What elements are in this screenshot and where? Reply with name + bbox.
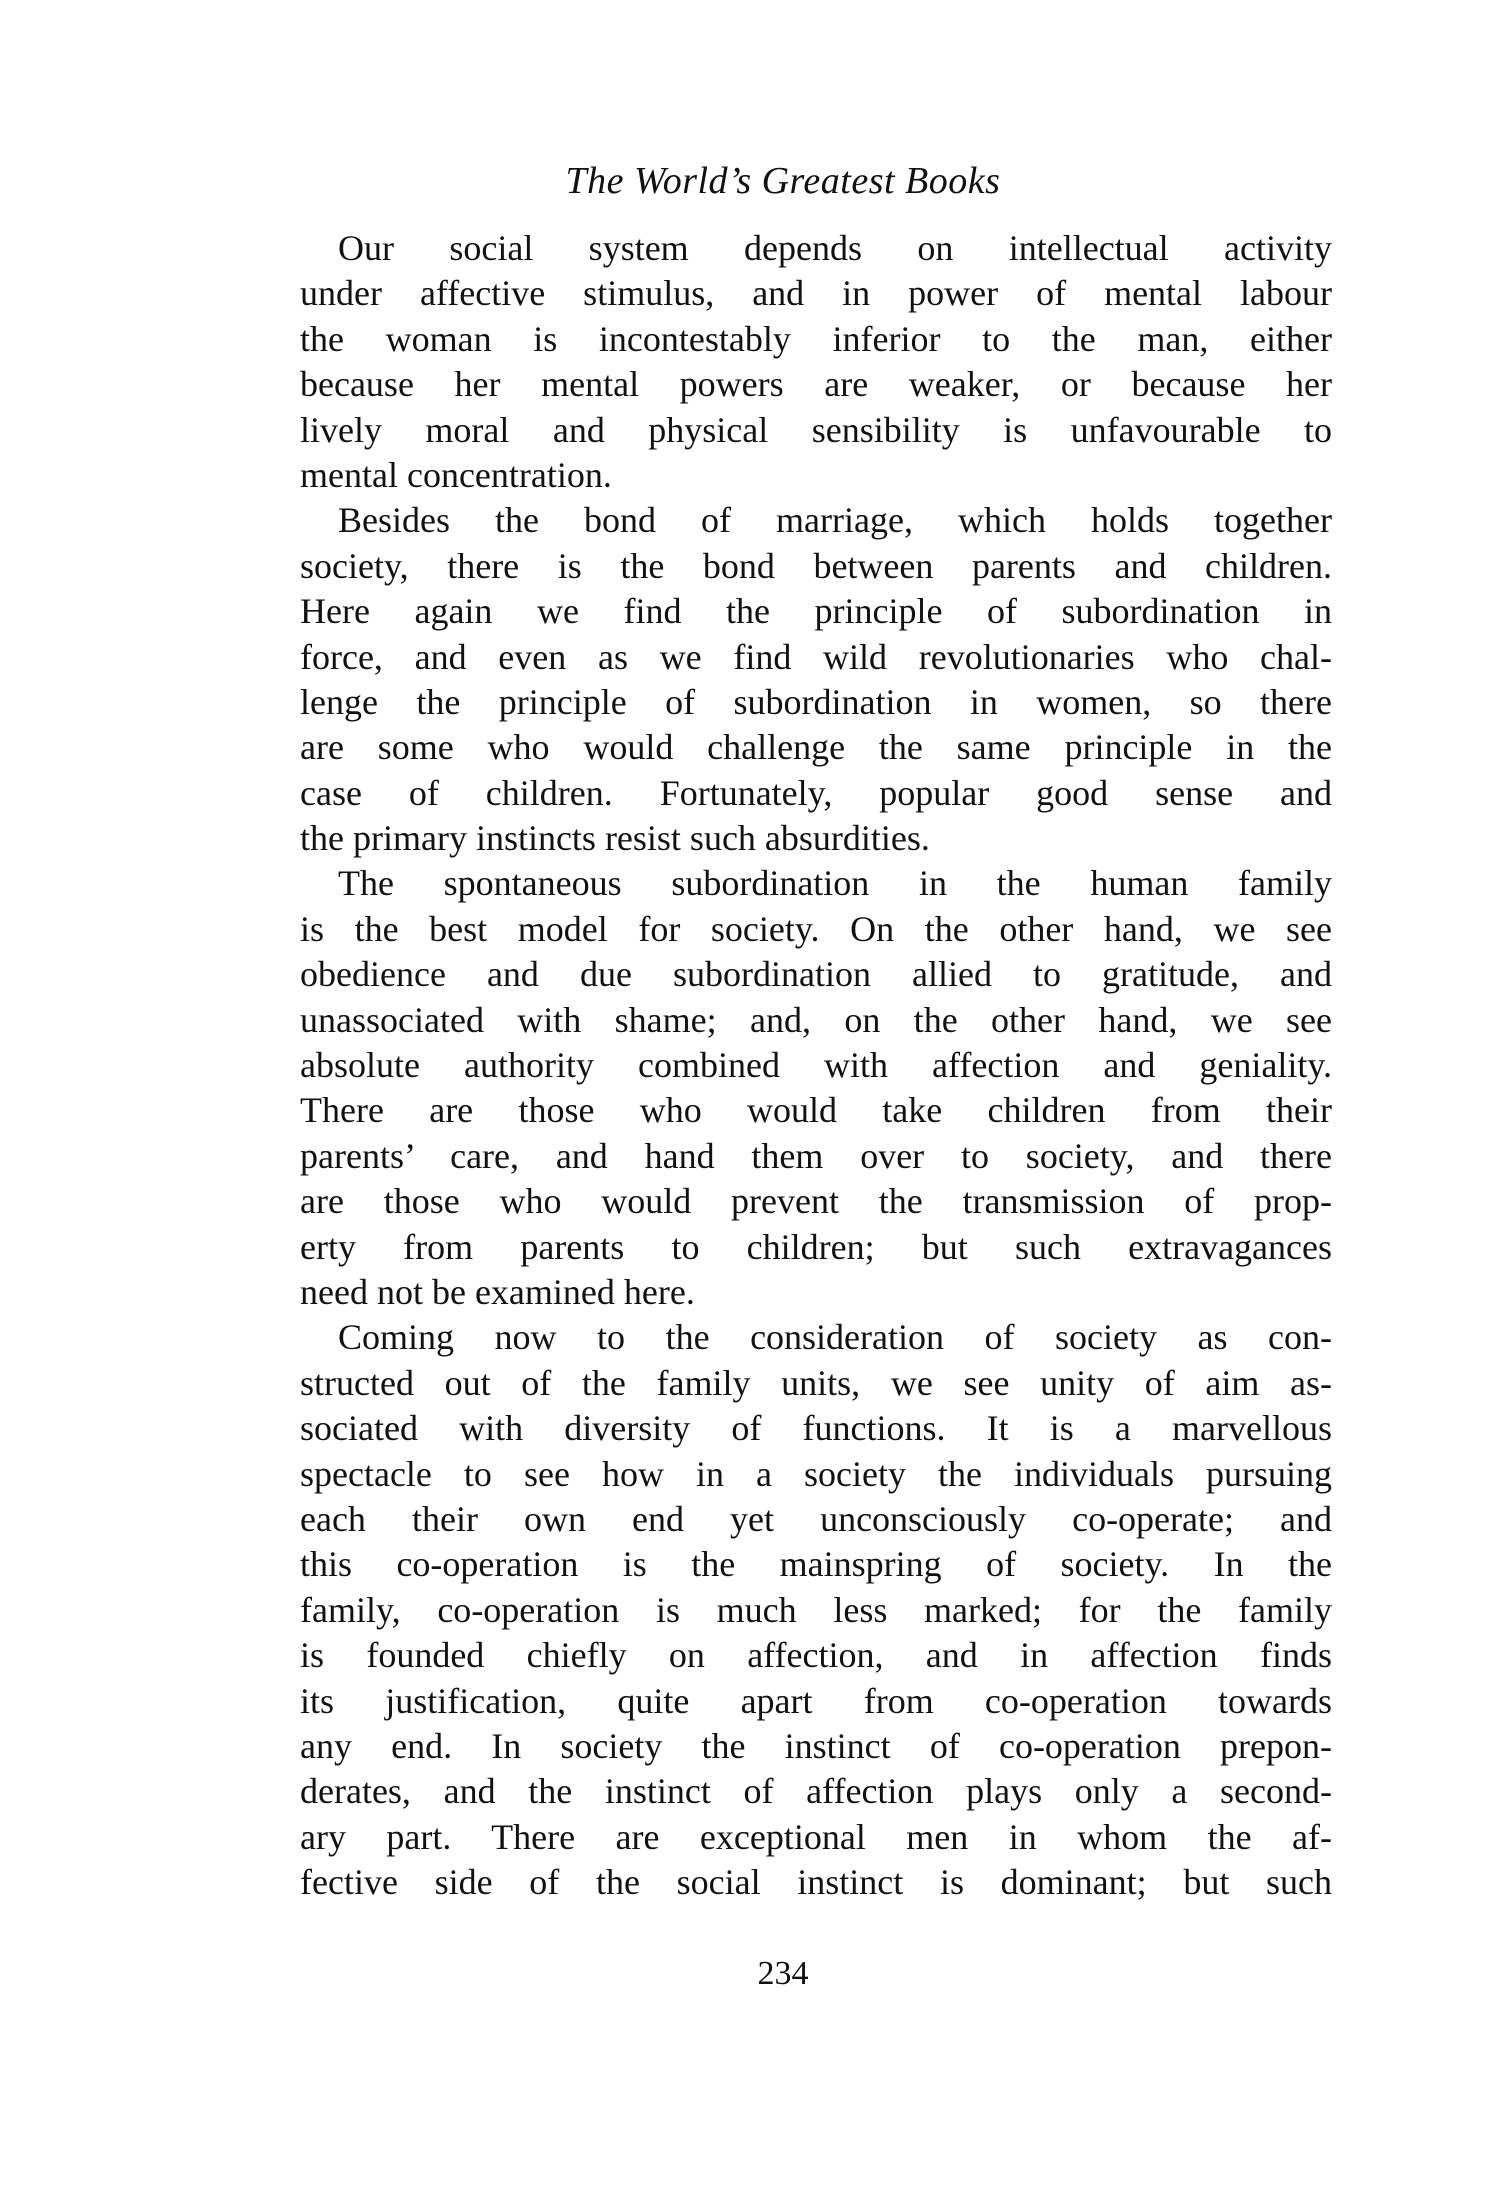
text-line: is founded chiefly on affection, and in affection finds — [300, 1635, 1332, 1676]
text-line: The spontaneous subordination in the human family — [338, 863, 1332, 904]
page-number: 234 — [757, 1955, 809, 1992]
text-line: sociated with diversity of functions. It is a marvellous — [300, 1408, 1332, 1449]
text-line: parents’ care, and hand them over to society, and there — [300, 1135, 1332, 1176]
text-line: ary part. There are exceptional men in whom the af- — [300, 1816, 1332, 1857]
text-line: force, and even as we find wild revolutionaries who chal- — [300, 636, 1332, 677]
text-line: any end. In society the instinct of co-operation prepon- — [300, 1725, 1332, 1766]
paragraph-2 — [300, 498, 1332, 861]
text-line: Coming now to the consideration of society as con- — [338, 1317, 1332, 1358]
text-line: obedience and due subordination allied to gratitude, and — [300, 954, 1332, 995]
running-head: The World’s Greatest Books — [565, 160, 1001, 202]
text-line: because her mental powers are weaker, or because her — [300, 364, 1332, 405]
text-line: case of children. Fortunately, popular good sense and — [300, 772, 1332, 813]
text-line: Here again we find the principle of subordination in — [300, 591, 1332, 632]
text-line: the woman is incontestably inferior to the man, either — [300, 318, 1332, 359]
text-line: is the best model for society. On the other hand, we see — [300, 908, 1332, 949]
text-line: its justification, quite apart from co-operation towards — [300, 1680, 1332, 1721]
text-line: derates, and the instinct of affection plays only a second- — [300, 1771, 1332, 1812]
paragraph-4 — [300, 1315, 1332, 1905]
text-line: the primary instincts resist such absurdities. — [300, 818, 930, 859]
text-line: structed out of the family units, we see unity of aim as- — [300, 1362, 1332, 1403]
text-line: are some who would challenge the same principle in the — [300, 727, 1332, 768]
text-line: need not be examined here. — [300, 1271, 695, 1312]
text-line: each their own end yet unconsciously co-operate; and — [300, 1498, 1332, 1539]
paragraph-3 — [300, 861, 1332, 1315]
text-line: family, co-operation is much less marked; for the family — [300, 1589, 1332, 1630]
text-line: fective side of the social instinct is dominant; but such — [300, 1862, 1332, 1903]
text-line: lively moral and physical sensibility is unfavourable to — [300, 409, 1332, 450]
text-line: are those who would prevent the transmission of prop- — [300, 1181, 1332, 1222]
text-line: under affective stimulus, and in power of mental labour — [300, 273, 1332, 314]
text-line: There are those who would take children from their — [300, 1090, 1332, 1131]
text-line: this co-operation is the mainspring of society. In the — [300, 1544, 1332, 1585]
text-line: spectacle to see how in a society the individuals pursuing — [300, 1453, 1332, 1494]
body-text — [300, 226, 1332, 1905]
text-line: Besides the bond of marriage, which holds together — [338, 500, 1332, 541]
text-line: absolute authority combined with affection and geniality. — [300, 1045, 1332, 1086]
text-line: lenge the principle of subordination in women, so there — [300, 681, 1332, 722]
text-line: unassociated with shame; and, on the other hand, we see — [300, 999, 1332, 1040]
text-line: erty from parents to children; but such extravagances — [300, 1226, 1332, 1267]
text-line: Our social system depends on intellectual activity — [338, 228, 1332, 268]
text-line: society, there is the bond between parents and children. — [300, 545, 1332, 586]
text-line: mental concentration. — [300, 454, 612, 495]
paragraph-1 — [300, 226, 1332, 498]
